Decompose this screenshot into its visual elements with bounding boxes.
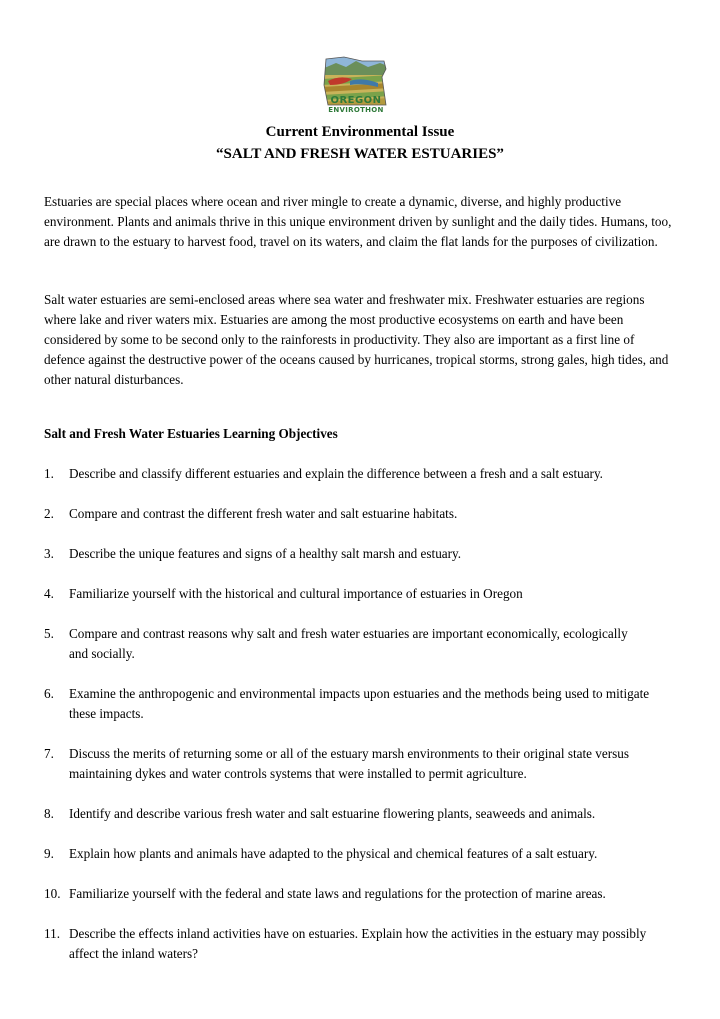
- objective-number: 5.: [44, 626, 54, 641]
- objective-text: Explain how plants and animals have adapted to the physical and chemical features of a salt estuary.: [69, 846, 598, 861]
- objective-text: Describe and classify different estuaries and explain the difference between a fresh and a salt estuary.: [69, 466, 603, 481]
- document-subtitle: “SALT AND FRESH WATER ESTUARIES”: [216, 146, 504, 162]
- document-title: Current Environmental Issue: [265, 124, 455, 140]
- objective-text: Discuss the merits of returning some or all of the estuary marsh environments to their original state versus maintaining dykes and water controls systems that were installed to permit agriculture.: [69, 746, 629, 781]
- objective-number: 1.: [44, 466, 54, 481]
- objective-number: 6.: [44, 686, 54, 701]
- objective-number: 8.: [44, 806, 54, 821]
- logo-wordmark: [318, 95, 394, 114]
- objective-item: [44, 744, 664, 784]
- objective-number: 7.: [44, 746, 54, 761]
- objectives-heading: Salt and Fresh Water Estuaries Learning Objectives: [44, 426, 338, 441]
- objective-number: 11.: [44, 926, 60, 941]
- objective-item: [44, 684, 674, 724]
- objective-text: Familiarize yourself with the historical and cultural importance of estuaries in Oregon: [69, 586, 523, 601]
- objective-text: Compare and contrast the different fresh water and salt estuarine habitats.: [69, 506, 458, 521]
- objective-item: [44, 504, 680, 524]
- objective-text: Identify and describe various fresh water and salt estuarine flowering plants, seaweeds and animals.: [69, 806, 596, 821]
- intro-paragraph: Estuaries are special places where ocean and river mingle to create a dynamic, diverse, and highly productive environment. Plants and animals thrive in this unique environment driven by sunlight and the daily tides. Humans, too, are drawn to the estuary to harvest food, travel on its waters, and claim the flat lands for the purposes of civilization.: [44, 194, 672, 249]
- objective-number: 4.: [44, 586, 54, 601]
- logo-line-1: OREGON: [330, 95, 382, 106]
- objective-number: 10.: [44, 886, 61, 901]
- objective-text: Examine the anthropogenic and environmental impacts upon estuaries and the methods being used to mitigate these impacts.: [69, 686, 650, 721]
- objective-number: 9.: [44, 846, 54, 861]
- objective-item: [44, 884, 680, 904]
- objective-item: [44, 804, 680, 824]
- objective-item: [44, 924, 669, 964]
- objective-item: [44, 584, 680, 604]
- logo-line-2: ENVIROTHON: [328, 106, 384, 114]
- objective-item: [44, 544, 680, 564]
- objective-text: Describe the unique features and signs of a healthy salt marsh and estuary.: [69, 546, 462, 561]
- objective-item: [44, 624, 634, 664]
- objective-number: 3.: [44, 546, 54, 561]
- objective-number: 2.: [44, 506, 54, 521]
- objective-text: Compare and contrast reasons why salt and fresh water estuaries are important economically, ecologically and socially.: [69, 626, 628, 661]
- objective-item: [44, 844, 680, 864]
- objective-item: [44, 464, 680, 484]
- objective-text: Describe the effects inland activities have on estuaries. Explain how the activities in the estuary may possibly affect the inland waters?: [69, 926, 647, 961]
- objective-text: Familiarize yourself with the federal and state laws and regulations for the protection of marine areas.: [69, 886, 606, 901]
- definition-paragraph: Salt water estuaries are semi-enclosed areas where sea water and freshwater mix. Freshwater estuaries are regions where lake and river waters mix. Estuaries are among the most productive ecosystems on earth and have been considered by some to be second only to the rainforests in productivity. They also are important as a first line of defence against the destructive power of the oceans caused by hurricanes, tropical storms, strong gales, high tides, and other natural disturbances.: [44, 292, 669, 387]
